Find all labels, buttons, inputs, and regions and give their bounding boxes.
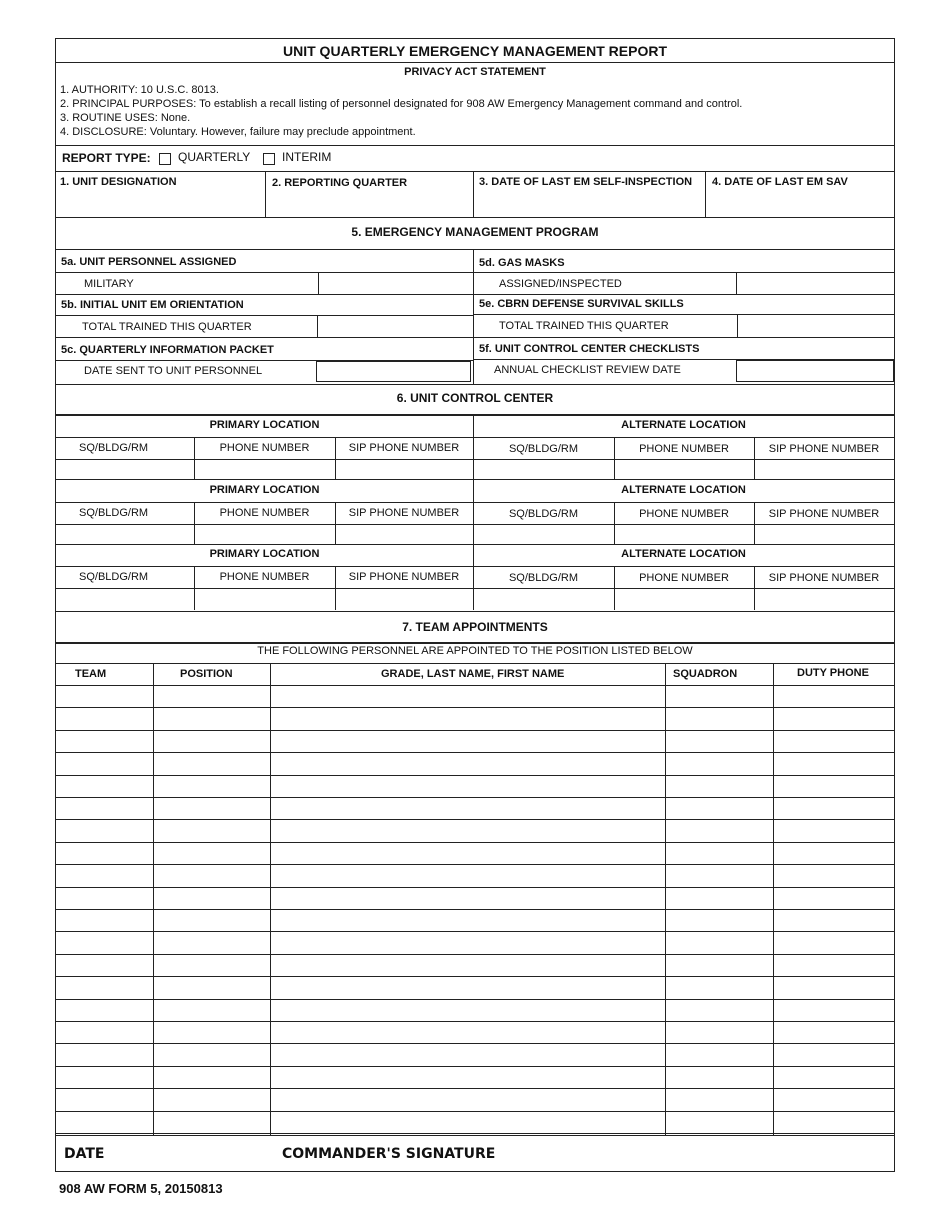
table-cell[interactable] [665, 775, 773, 797]
table-cell[interactable] [665, 887, 773, 909]
table-cell[interactable] [773, 685, 894, 707]
table-cell[interactable] [270, 931, 665, 953]
table-cell[interactable] [773, 1043, 894, 1065]
section6-title: 6. UNIT CONTROL CENTER [396, 391, 554, 405]
table-cell[interactable] [773, 1088, 894, 1110]
date-sent-field[interactable] [316, 361, 471, 382]
table-cell[interactable] [153, 1133, 270, 1155]
ucc-column-label: SIP PHONE NUMBER [348, 442, 460, 454]
ucc-column-label: SQ/BLDG/RM [508, 572, 579, 584]
table-cell[interactable] [56, 1021, 153, 1043]
table-cell[interactable] [56, 976, 153, 998]
interim-checkbox[interactable] [263, 153, 275, 165]
ucc-column-label: SQ/BLDG/RM [79, 507, 149, 519]
checklist-review-field[interactable] [736, 360, 894, 382]
table-cell[interactable] [270, 909, 665, 931]
report-type-label: REPORT TYPE: [62, 151, 151, 165]
date-sent-label: DATE SENT TO UNIT PERSONNEL [84, 365, 263, 377]
table-cell[interactable] [270, 842, 665, 864]
table-cell[interactable] [56, 1133, 153, 1155]
orientation-trained-field[interactable] [318, 316, 472, 337]
col-team: TEAM [75, 668, 107, 680]
table-cell[interactable] [270, 797, 665, 819]
table-cell[interactable] [270, 819, 665, 841]
ucc-column-label: SIP PHONE NUMBER [768, 572, 880, 584]
ucc-primary-input[interactable] [194, 525, 335, 543]
ucc-column-label: SIP PHONE NUMBER [768, 443, 880, 455]
checklist-review-label: ANNUAL CHECKLIST REVIEW DATE [494, 364, 681, 376]
table-cell[interactable] [665, 730, 773, 752]
table-cell[interactable] [270, 864, 665, 886]
reporting-quarter-field[interactable] [266, 171, 473, 217]
table-cell[interactable] [270, 1088, 665, 1110]
table-cell[interactable] [56, 775, 153, 797]
form-number: 908 AW FORM 5, 20150813 [59, 1181, 223, 1196]
table-cell[interactable] [153, 1111, 270, 1133]
info-packet-heading: 5c. QUARTERLY INFORMATION PACKET [61, 344, 274, 356]
table-cell[interactable] [665, 1111, 773, 1133]
ucc-alternate-input[interactable] [473, 589, 614, 607]
military-label: MILITARY [84, 278, 134, 290]
table-cell[interactable] [773, 887, 894, 909]
cbrn-heading: 5e. CBRN DEFENSE SURVIVAL SKILLS [479, 298, 684, 310]
quarterly-checkbox[interactable] [159, 153, 171, 165]
ucc-alternate-input[interactable] [754, 460, 894, 478]
last-self-inspection-label: 3. DATE OF LAST EM SELF-INSPECTION [479, 176, 693, 188]
table-cell[interactable] [270, 976, 665, 998]
table-cell[interactable] [56, 842, 153, 864]
table-cell[interactable] [153, 1043, 270, 1065]
primary-location-label: PRIMARY LOCATION [209, 548, 320, 560]
table-cell[interactable] [153, 1021, 270, 1043]
table-cell[interactable] [56, 1088, 153, 1110]
table-cell[interactable] [773, 954, 894, 976]
personnel-assigned-heading: 5a. UNIT PERSONNEL ASSIGNED [61, 256, 237, 268]
table-cell[interactable] [665, 685, 773, 707]
table-cell[interactable] [270, 775, 665, 797]
table-cell[interactable] [665, 1133, 773, 1155]
ucc-column-label: PHONE NUMBER [639, 508, 729, 520]
table-cell[interactable] [665, 1088, 773, 1110]
alternate-location-label: ALTERNATE LOCATION [621, 484, 746, 496]
table-cell[interactable] [56, 685, 153, 707]
ucc-alternate-input[interactable] [473, 460, 614, 478]
table-cell[interactable] [270, 1043, 665, 1065]
table-cell[interactable] [153, 819, 270, 841]
table-cell[interactable] [56, 954, 153, 976]
privacy-line: 1. AUTHORITY: 10 U.S.C. 8013. [60, 84, 219, 96]
cbrn-trained-field[interactable] [738, 315, 894, 337]
col-position: POSITION [180, 668, 233, 680]
table-cell[interactable] [270, 707, 665, 729]
table-cell[interactable] [56, 999, 153, 1021]
gas-masks-field[interactable] [737, 273, 894, 294]
ucc-primary-input[interactable] [56, 525, 194, 543]
table-cell[interactable] [153, 842, 270, 864]
ucc-alternate-input[interactable] [754, 589, 894, 607]
table-cell[interactable] [56, 864, 153, 886]
ucc-primary-input[interactable] [194, 589, 335, 607]
table-cell[interactable] [665, 797, 773, 819]
ucc-column-label: PHONE NUMBER [219, 442, 310, 454]
ucc-primary-input[interactable] [335, 460, 473, 478]
table-cell[interactable] [665, 842, 773, 864]
table-cell[interactable] [270, 752, 665, 774]
table-cell[interactable] [56, 1066, 153, 1088]
table-cell[interactable] [56, 819, 153, 841]
table-cell[interactable] [270, 1021, 665, 1043]
ucc-column-label: SIP PHONE NUMBER [348, 571, 460, 583]
em-orientation-heading: 5b. INITIAL UNIT EM ORIENTATION [61, 299, 244, 311]
quarterly-label: QUARTERLY [178, 150, 251, 164]
table-cell[interactable] [56, 752, 153, 774]
table-cell[interactable] [665, 1066, 773, 1088]
table-cell[interactable] [773, 864, 894, 886]
ucc-alternate-input[interactable] [614, 460, 754, 478]
table-cell[interactable] [153, 887, 270, 909]
alternate-location-label: ALTERNATE LOCATION [621, 419, 746, 431]
unit-designation-label: 1. UNIT DESIGNATION [60, 176, 177, 188]
ucc-alternate-input[interactable] [473, 525, 614, 543]
alternate-location-label: ALTERNATE LOCATION [621, 548, 746, 560]
table-cell[interactable] [56, 1111, 153, 1133]
table-cell[interactable] [773, 999, 894, 1021]
gas-masks-heading: 5d. GAS MASKS [479, 257, 565, 269]
section7-subtitle: THE FOLLOWING PERSONNEL ARE APPOINTED TO THE POSITION LISTED BELOW [257, 645, 693, 657]
table-cell[interactable] [56, 797, 153, 819]
ucc-column-label: PHONE NUMBER [219, 571, 310, 583]
table-cell[interactable] [773, 752, 894, 774]
table-cell[interactable] [773, 797, 894, 819]
table-cell[interactable] [270, 730, 665, 752]
table-cell[interactable] [153, 775, 270, 797]
table-cell[interactable] [153, 931, 270, 953]
table-cell[interactable] [153, 752, 270, 774]
table-cell[interactable] [270, 887, 665, 909]
table-cell[interactable] [773, 1066, 894, 1088]
table-cell[interactable] [56, 887, 153, 909]
ucc-column-label: SQ/BLDG/RM [79, 571, 149, 583]
ucc-primary-input[interactable] [194, 460, 335, 478]
table-cell[interactable] [665, 1021, 773, 1043]
privacy-heading: PRIVACY ACT STATEMENT [404, 66, 546, 78]
table-cell[interactable] [153, 1088, 270, 1110]
table-cell[interactable] [665, 1043, 773, 1065]
table-cell[interactable] [665, 864, 773, 886]
ucc-column-label: SQ/BLDG/RM [508, 443, 579, 455]
table-cell[interactable] [56, 1043, 153, 1065]
table-cell[interactable] [665, 954, 773, 976]
privacy-line: 2. PRINCIPAL PURPOSES: To establish a recall listing of personnel designated for 908 AW Emergency Management command and control. [60, 98, 743, 110]
assigned-inspected-label: ASSIGNED/INSPECTED [499, 278, 622, 290]
table-cell[interactable] [773, 707, 894, 729]
ucc-column-label: PHONE NUMBER [639, 443, 729, 455]
table-cell[interactable] [153, 730, 270, 752]
table-cell[interactable] [665, 999, 773, 1021]
table-cell[interactable] [665, 819, 773, 841]
table-cell[interactable] [270, 1066, 665, 1088]
table-cell[interactable] [153, 797, 270, 819]
ucc-alternate-input[interactable] [614, 589, 754, 607]
table-cell[interactable] [773, 819, 894, 841]
col-name: GRADE, LAST NAME, FIRST NAME [381, 668, 565, 680]
table-cell[interactable] [665, 931, 773, 953]
table-cell[interactable] [153, 999, 270, 1021]
table-cell[interactable] [773, 976, 894, 998]
table-cell[interactable] [153, 707, 270, 729]
commander-signature-label: COMMANDER'S SIGNATURE [282, 1146, 496, 1162]
table-cell[interactable] [56, 931, 153, 953]
table-cell[interactable] [270, 954, 665, 976]
ucc-column-label: SQ/BLDG/RM [508, 508, 579, 520]
table-cell[interactable] [773, 1021, 894, 1043]
form-title: UNIT QUARTERLY EMERGENCY MANAGEMENT REPORT [283, 43, 667, 59]
table-cell[interactable] [153, 1066, 270, 1088]
table-cell[interactable] [56, 707, 153, 729]
ucc-primary-input[interactable] [335, 589, 473, 607]
ucc-column-label: SIP PHONE NUMBER [768, 508, 880, 520]
table-cell[interactable] [153, 954, 270, 976]
ucc-alternate-input[interactable] [754, 525, 894, 543]
ucc-alternate-input[interactable] [614, 525, 754, 543]
ucc-primary-input[interactable] [335, 525, 473, 543]
checklists-heading: 5f. UNIT CONTROL CENTER CHECKLISTS [479, 343, 700, 355]
table-cell[interactable] [153, 976, 270, 998]
table-cell[interactable] [153, 909, 270, 931]
emergency-management-report-form [55, 38, 895, 1172]
military-count-field[interactable] [319, 273, 472, 294]
table-cell[interactable] [773, 775, 894, 797]
table-cell[interactable] [665, 752, 773, 774]
primary-location-label: PRIMARY LOCATION [209, 484, 320, 496]
table-cell[interactable] [153, 685, 270, 707]
col-squadron: SQUADRON [673, 668, 738, 680]
table-cell[interactable] [773, 931, 894, 953]
table-cell[interactable] [270, 1133, 665, 1155]
table-cell[interactable] [270, 685, 665, 707]
section5-title: 5. EMERGENCY MANAGEMENT PROGRAM [351, 225, 599, 239]
ucc-column-label: SQ/BLDG/RM [79, 442, 149, 454]
table-cell[interactable] [665, 909, 773, 931]
col-duty-phone: DUTY PHONE [797, 667, 869, 679]
table-cell[interactable] [773, 1133, 894, 1155]
table-cell[interactable] [773, 730, 894, 752]
privacy-line: 4. DISCLOSURE: Voluntary. However, failure may preclude appointment. [60, 126, 416, 138]
last-em-sav-label: 4. DATE OF LAST EM SAV [712, 176, 848, 188]
table-cell[interactable] [773, 1111, 894, 1133]
table-cell[interactable] [56, 909, 153, 931]
last-em-sav-field[interactable] [706, 171, 894, 217]
ucc-primary-input[interactable] [56, 589, 194, 607]
ucc-column-label: PHONE NUMBER [639, 572, 729, 584]
table-cell[interactable] [153, 864, 270, 886]
interim-label: INTERIM [282, 150, 332, 164]
reporting-quarter-label: 2. REPORTING QUARTER [272, 177, 408, 189]
privacy-line: 3. ROUTINE USES: None. [60, 112, 191, 124]
table-cell[interactable] [56, 730, 153, 752]
table-cell[interactable] [270, 1111, 665, 1133]
last-self-inspection-field[interactable] [474, 171, 705, 217]
primary-location-label: PRIMARY LOCATION [209, 419, 320, 431]
unit-designation-field[interactable] [56, 171, 265, 217]
table-cell[interactable] [773, 842, 894, 864]
date-label: DATE [64, 1146, 105, 1162]
table-cell[interactable] [665, 976, 773, 998]
cbrn-trained-label: TOTAL TRAINED THIS QUARTER [499, 320, 669, 332]
ucc-column-label: PHONE NUMBER [219, 507, 310, 519]
table-cell[interactable] [773, 909, 894, 931]
ucc-column-label: SIP PHONE NUMBER [348, 507, 460, 519]
table-cell[interactable] [270, 999, 665, 1021]
section7-title: 7. TEAM APPOINTMENTS [402, 620, 548, 634]
orientation-trained-label: TOTAL TRAINED THIS QUARTER [82, 321, 252, 333]
table-cell[interactable] [665, 707, 773, 729]
ucc-primary-input[interactable] [56, 460, 194, 478]
